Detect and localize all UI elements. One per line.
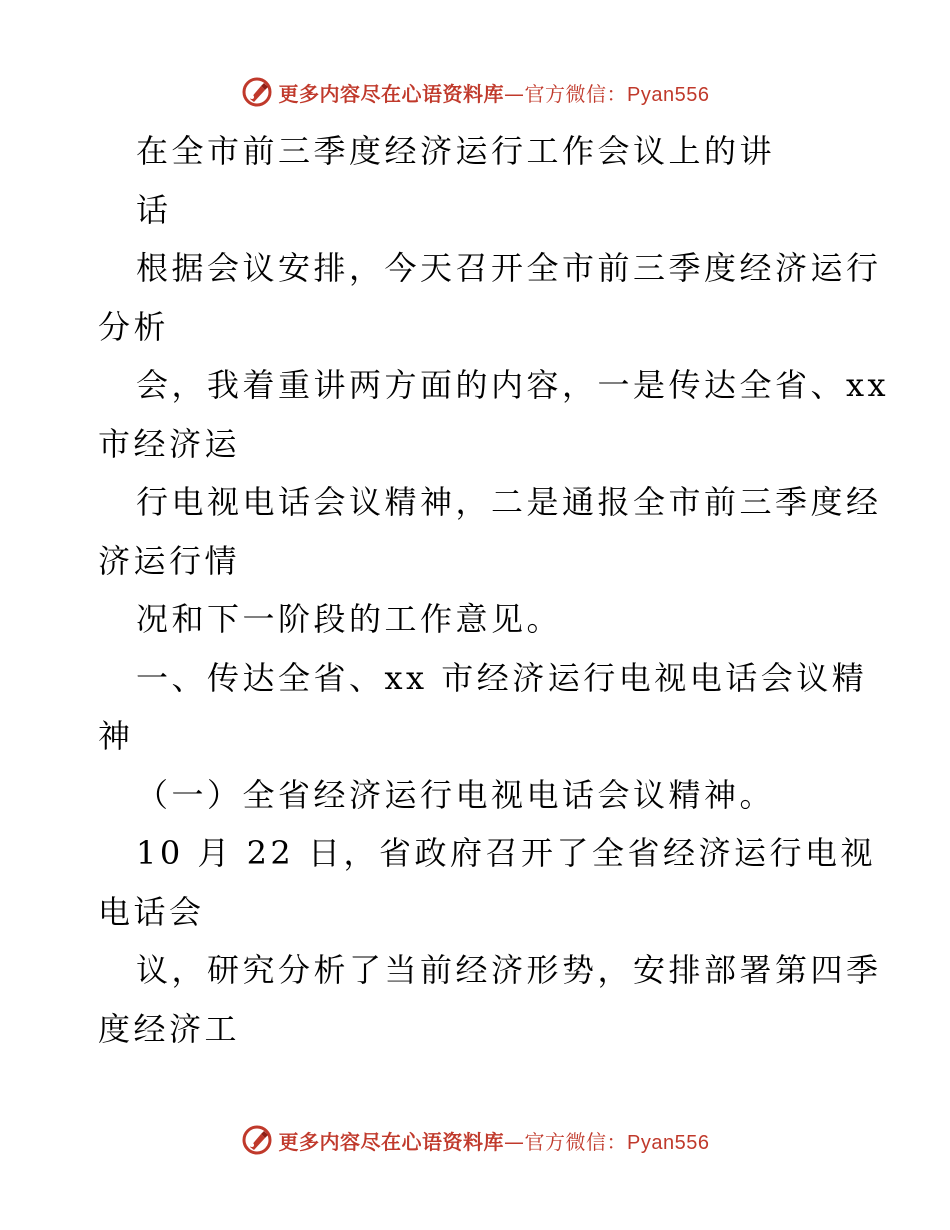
document-line: 行电视电话会议精神，二是通报全市前三季度经 <box>136 483 882 521</box>
banner-wechat-label: 官方微信： <box>524 81 628 106</box>
footer-banner <box>0 1120 950 1160</box>
document-line: 根据会议安排，今天召开全市前三季度经济运行 <box>136 249 882 287</box>
banner-text <box>279 78 710 107</box>
document-body <box>98 122 890 1058</box>
banner-separator: — <box>504 1129 525 1154</box>
banner-slogan: 更多内容尽在心语资料库 <box>278 81 505 106</box>
pen-logo-icon <box>241 76 273 108</box>
header-banner <box>0 72 950 112</box>
pen-logo-icon <box>241 1124 273 1156</box>
banner-wechat-id: Pyan556 <box>627 83 710 106</box>
document-line: （一）全省经济运行电视电话会议精神。 <box>136 775 776 814</box>
banner-text <box>279 1126 710 1155</box>
banner-wechat-label: 官方微信： <box>524 1129 628 1154</box>
banner-separator: — <box>504 81 525 106</box>
document-line: 在全市前三季度经济运行工作会议上的讲 <box>136 132 776 170</box>
document-line: 电话会 <box>98 892 205 931</box>
banner-wechat-id: Pyan556 <box>627 1131 710 1154</box>
document-line: 10 月 22 日，省政府召开了全省经济运行电视 <box>136 834 876 872</box>
document-line: 度经济工 <box>98 1009 241 1048</box>
document-line: 市经济运 <box>98 424 241 463</box>
document-line: 分析 <box>98 307 170 346</box>
document-line: 神 <box>98 717 134 755</box>
document-line: 会，我着重讲两方面的内容，一是传达全省、xx <box>136 366 890 404</box>
document-line: 济运行情 <box>98 541 241 580</box>
document-line: 一、传达全省、xx 市经济运行电视电话会议精 <box>136 658 868 697</box>
banner-slogan: 更多内容尽在心语资料库 <box>278 1129 505 1154</box>
document-line: 况和下一阶段的工作意见。 <box>136 600 563 638</box>
document-line: 议，研究分析了当前经济形势，安排部署第四季 <box>136 951 882 989</box>
document-line: 话 <box>136 190 172 229</box>
